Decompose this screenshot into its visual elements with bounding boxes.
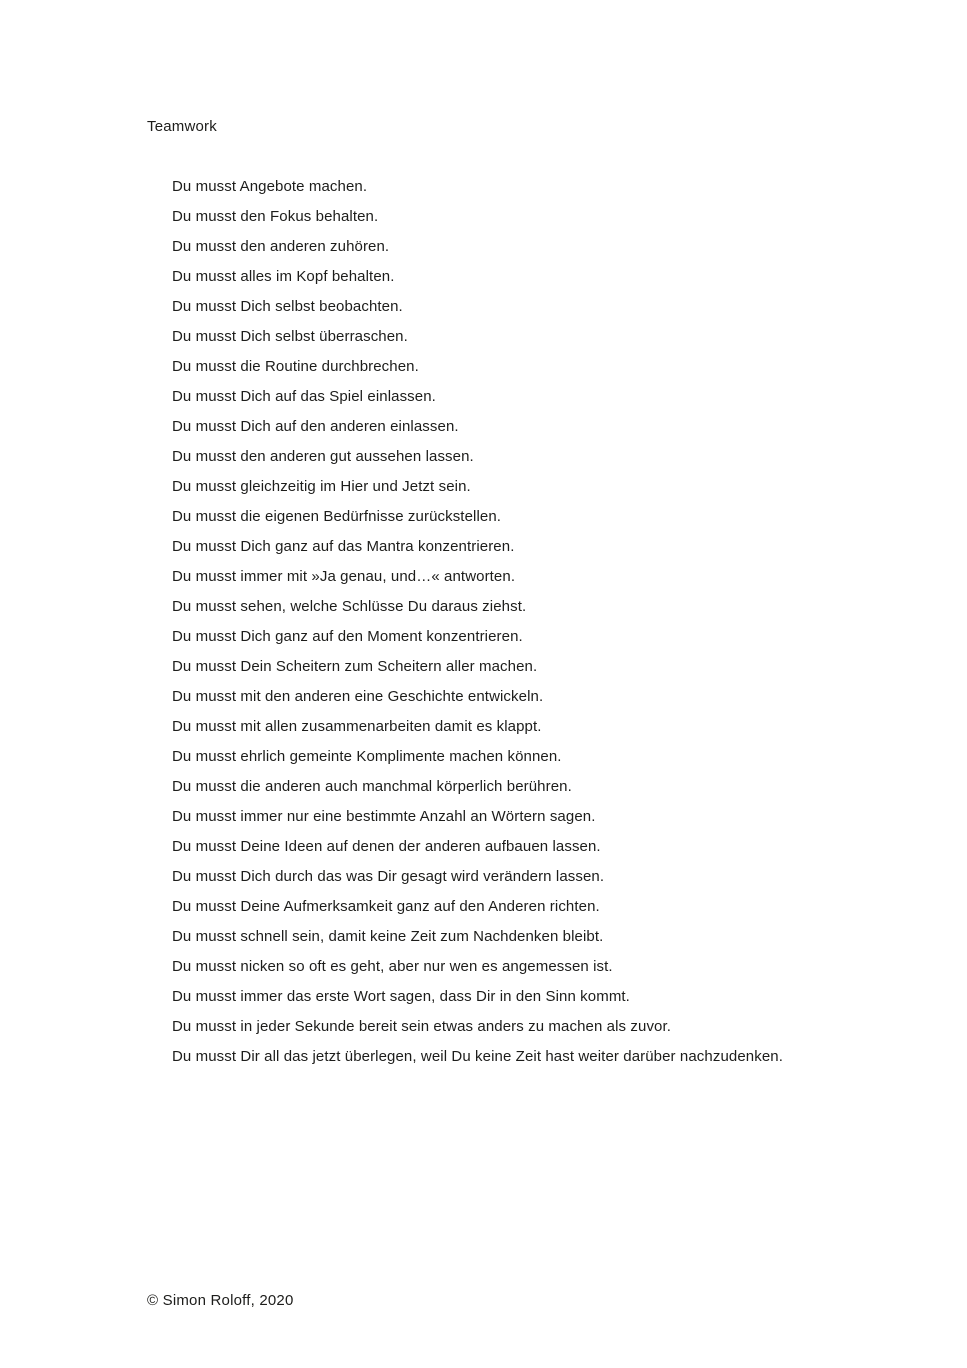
poem-line: Du musst in jeder Sekunde bereit sein etwas anders zu machen als zuvor. (172, 1018, 672, 1035)
poem-line: Du musst Deine Ideen auf denen der anderen aufbauen lassen. (172, 838, 601, 855)
poem-line: Du musst gleichzeitig im Hier und Jetzt sein. (172, 478, 471, 495)
poem-line: Du musst die anderen auch manchmal körperlich berühren. (172, 778, 572, 795)
poem-line: Du musst Dich selbst überraschen. (172, 328, 408, 345)
poem-line: Du musst Dich auf das Spiel einlassen. (172, 388, 436, 405)
poem-line: Du musst den anderen gut aussehen lassen. (172, 448, 474, 465)
poem-line: Du musst nicken so oft es geht, aber nur wen es angemessen ist. (172, 958, 613, 975)
copyright-footer: © Simon Roloff, 2020 (147, 1292, 294, 1309)
poem-line: Du musst Dich auf den anderen einlassen. (172, 418, 459, 435)
poem-line: Du musst Deine Aufmerksamkeit ganz auf den Anderen richten. (172, 898, 600, 915)
poem-line: Du musst mit allen zusammenarbeiten damit es klappt. (172, 718, 542, 735)
poem-line: Du musst Dir all das jetzt überlegen, weil Du keine Zeit hast weiter darüber nachzudenken. (172, 1048, 783, 1065)
poem-line: Du musst sehen, welche Schlüsse Du daraus ziehst. (172, 598, 527, 615)
poem-line: Du musst Dein Scheitern zum Scheitern aller machen. (172, 658, 538, 675)
poem-line: Du musst Angebote machen. (172, 178, 368, 195)
poem-line: Du musst die eigenen Bedürfnisse zurückstellen. (172, 508, 502, 525)
poem-line: Du musst mit den anderen eine Geschichte entwickeln. (172, 688, 544, 705)
poem-line: Du musst den anderen zuhören. (172, 238, 390, 255)
poem-line: Du musst Dich ganz auf den Moment konzentrieren. (172, 628, 523, 645)
poem-line: Du musst Dich ganz auf das Mantra konzentrieren. (172, 538, 515, 555)
poem-line: Du musst schnell sein, damit keine Zeit zum Nachdenken bleibt. (172, 928, 604, 945)
poem-line: Du musst Dich durch das was Dir gesagt wird verändern lassen. (172, 868, 605, 885)
poem-line: Du musst ehrlich gemeinte Komplimente machen können. (172, 748, 562, 765)
poem-lines (172, 172, 932, 1072)
poem-line: Du musst immer das erste Wort sagen, dass Dir in den Sinn kommt. (172, 988, 630, 1005)
poem-line: Du musst immer nur eine bestimmte Anzahl an Wörtern sagen. (172, 808, 596, 825)
poem-line: Du musst alles im Kopf behalten. (172, 268, 395, 285)
poem-line: Du musst Dich selbst beobachten. (172, 298, 403, 315)
poem-line: Du musst immer mit »Ja genau, und…« antworten. (172, 568, 516, 585)
poem-line: Du musst den Fokus behalten. (172, 208, 379, 225)
page-title: Teamwork (147, 118, 217, 135)
poem-line: Du musst die Routine durchbrechen. (172, 358, 419, 375)
